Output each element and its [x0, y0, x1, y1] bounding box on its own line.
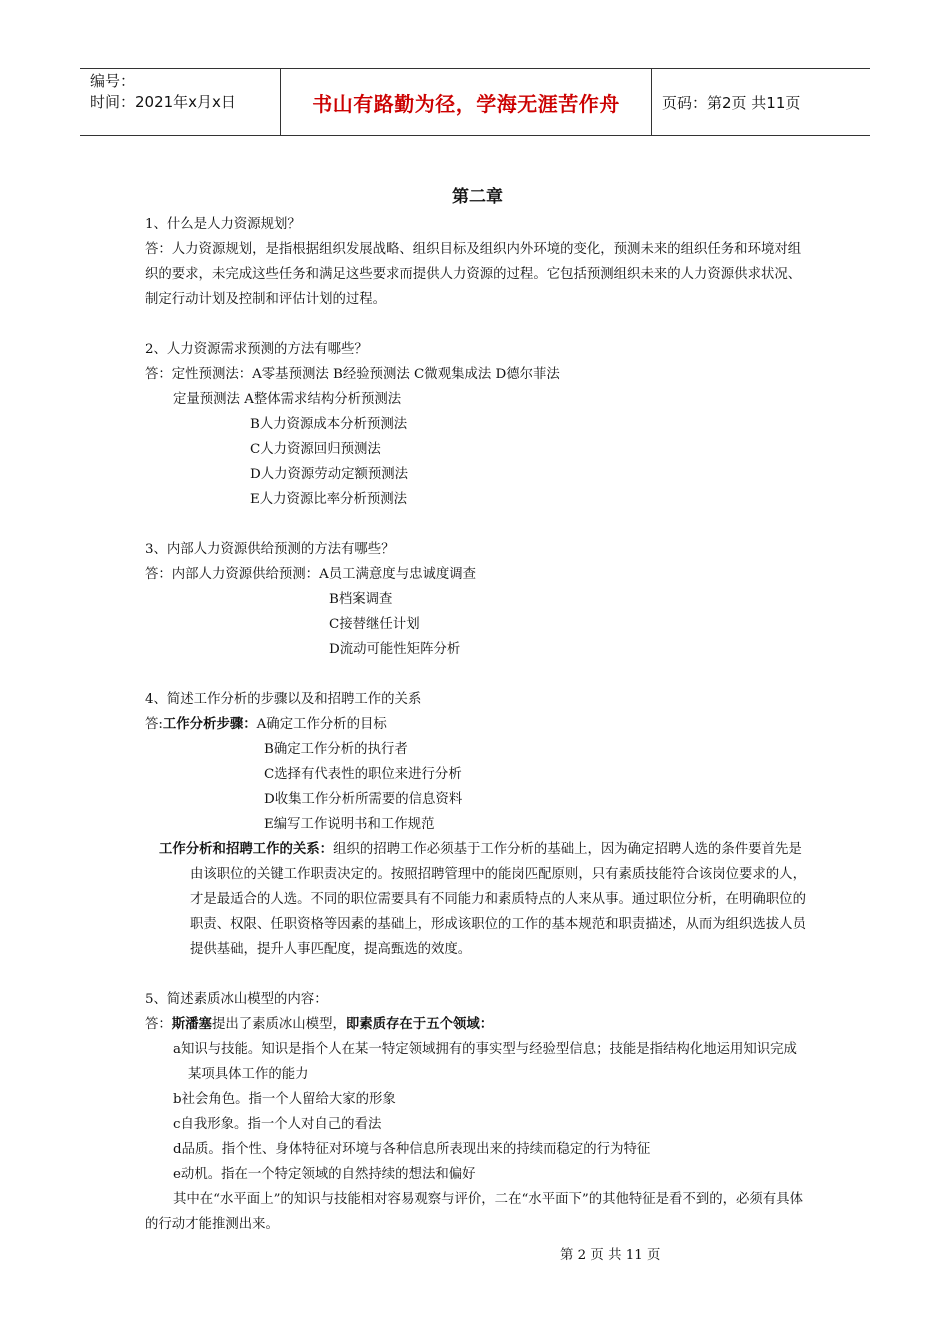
q5-person: 斯潘塞: [171, 1016, 212, 1032]
q4-relation-text: 组织的招聘工作必须基于工作分析的基础上，因为确定招聘人选的条件要首先是由该职位的关键工作职责决定的。按照招聘管理中的能岗匹配原则，只有素质技能符合该岗位要求的人，才是最适合的人选。不同的职位需要具有不同能力和素质特点的人来从事。通过职位分析，在明确职位的职责、权限、任职资格等因素的基础上，形成该职位的工作的基本规范和职责描述，从而为组织选拔人员提供基础，提升人事匹配度，提高甄选的效度。: [190, 842, 806, 957]
q3-item: C接替继任计划: [329, 617, 420, 632]
q2-line2: 定量预测法 A整体需求结构分析预测法: [173, 392, 402, 407]
header-meta: [80, 69, 280, 135]
q2-line1: 答：定性预测法：A零基预测法 B经验预测法 C微观集成法 D德尔菲法: [145, 367, 560, 382]
q5-item: e动机。指在一个特定领域的自然持续的想法和偏好: [173, 1167, 476, 1182]
document-body: [145, 184, 810, 1237]
q4-relation-label: 工作分析和招聘工作的关系：: [159, 841, 334, 857]
q4-relation: [145, 837, 810, 962]
header-motto: 书山有路勤为径，学海无涯苦作舟: [280, 69, 652, 135]
q2-question: 2、人力资源需求预测的方法有哪些？: [145, 342, 368, 357]
q4-step: C选择有代表性的职位来进行分析: [264, 767, 462, 782]
q3-item: D流动可能性矩阵分析: [329, 642, 461, 657]
q3-line1: 答：内部人力资源供给预测：A员工满意度与忠诚度调查: [145, 567, 477, 582]
q4-step: B确定工作分析的执行者: [264, 742, 408, 757]
q5-bold-end: 即素质存在于五个领域：: [345, 1016, 494, 1032]
q2-item: E人力资源比率分析预测法: [250, 492, 408, 507]
q4-steps-label: 工作分析步骤：: [162, 716, 257, 732]
q5-question: 5、简述素质冰山模型的内容：: [145, 992, 328, 1007]
q4-step: D收集工作分析所需要的信息资料: [264, 792, 463, 807]
q5-intro: [145, 1012, 810, 1037]
q5-item: d品质。指个性、身体特征对环境与各种信息所表现出来的持续而稳定的行为特征: [173, 1142, 651, 1157]
q1-answer: 答：人力资源规划，是指根据组织发展战略、组织目标及组织内外环境的变化，预测未来的组织任务和环境对组织的要求，未完成这些任务和满足这些要求而提供人力资源的过程。它包括预测组织未来的人力资源供求状况、制定行动计划及控制和评估计划的过程。: [145, 242, 802, 307]
q5-prefix: 答：: [145, 1017, 172, 1032]
number-label: 编号：: [90, 72, 136, 90]
q5-mid: 提出了素质冰山模型，: [211, 1017, 346, 1032]
header-page-info: 页码：第2页 共11页: [662, 93, 801, 112]
q3-item: B档案调查: [329, 592, 393, 607]
q1-question: 1、什么是人力资源规划？: [145, 217, 301, 232]
q2-item: D人力资源劳动定额预测法: [250, 467, 409, 482]
chapter-title: 第二章: [452, 187, 503, 207]
q5-closing: 其中在“水平面上”的知识与技能相对容易观察与评价，二在“水平面下”的其他特征是看不到的，必须有具体的行动才能推测出来。: [145, 1192, 803, 1232]
q2-item: B人力资源成本分析预测法: [250, 417, 408, 432]
q5-item: c自我形象。指一个人对自己的看法: [173, 1117, 382, 1132]
q5-item: b社会角色。指一个人留给大家的形象: [173, 1092, 396, 1107]
q4-prefix: 答:: [145, 717, 163, 732]
q3-question: 3、内部人力资源供给预测的方法有哪些？: [145, 542, 395, 557]
q4-step: E编写工作说明书和工作规范: [264, 817, 435, 832]
q4-step: A确定工作分析的目标: [256, 717, 387, 732]
q5-item: a知识与技能。知识是指个人在某一特定领域拥有的事实型与经验型信息；技能是指结构化地运用知识完成某项具体工作的能力: [173, 1042, 797, 1082]
q4-steps-line: [145, 712, 810, 737]
page-header: [80, 68, 870, 136]
q4-question: 4、简述工作分析的步骤以及和招聘工作的关系: [145, 692, 422, 707]
q2-item: C人力资源回归预测法: [250, 442, 381, 457]
time-label: 时间：2021年x月x日: [90, 93, 236, 111]
page-footer: 第 2 页 共 11 页: [560, 1248, 661, 1263]
